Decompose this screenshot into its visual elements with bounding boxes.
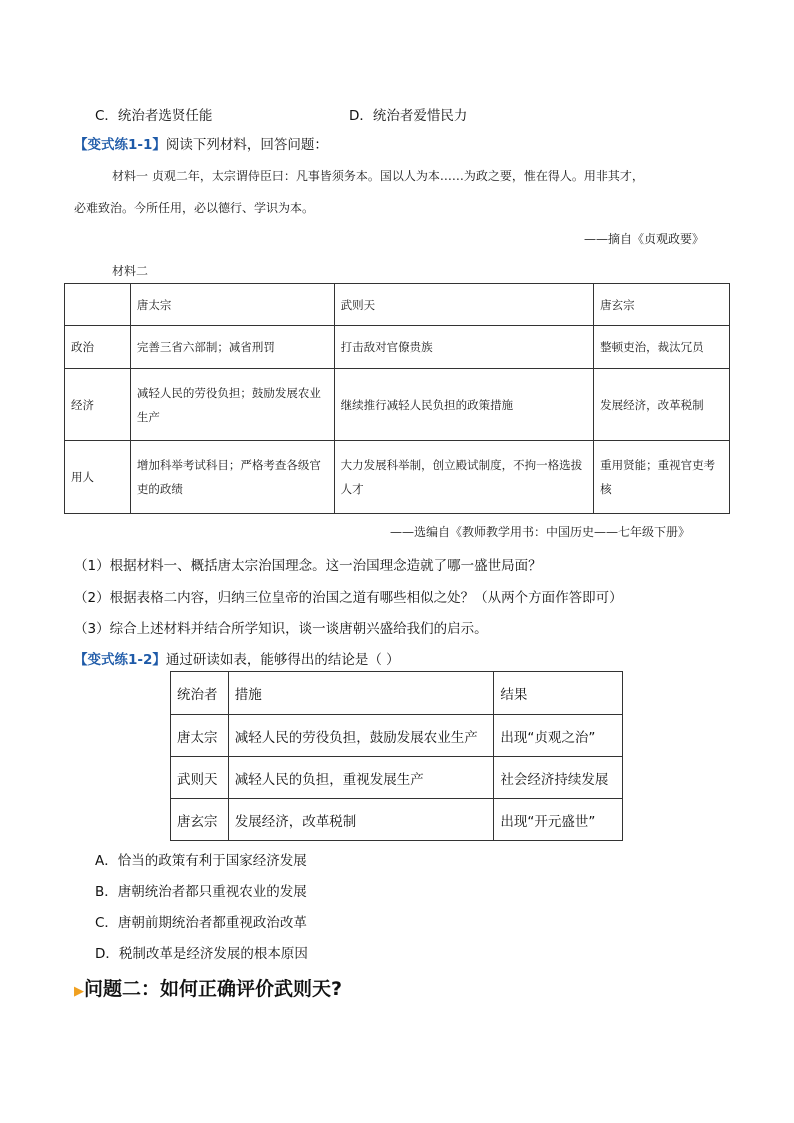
table-cell: 完善三省六部制；减省刑罚 [130,326,334,369]
section-heading [74,974,342,1001]
table-cell: 措施 [228,672,494,715]
table-cell: 统治者 [171,672,229,715]
results-table [170,671,623,841]
table-cell: 社会经济持续发展 [494,757,623,799]
table-cell: 唐太宗 [130,284,334,326]
table-cell: 出现“开元盛世” [494,799,623,841]
table-cell [65,284,131,326]
table-row [171,757,623,799]
exercise-prompt: 通过研读如表，能够得出的结论是（ ） [165,652,400,668]
table-cell: 减轻人民的负担，重视发展生产 [228,757,494,799]
table-cell: 用人 [65,441,131,514]
option-d: D．税制改革是经济发展的根本原因 [95,946,308,962]
table-cell: 发展经济，改革税制 [228,799,494,841]
section-title: 问题二：如何正确评价武则天? [84,978,343,1000]
table-cell: 结果 [494,672,623,715]
table-row [65,441,730,514]
table-row [171,715,623,757]
table-source: ——选编自《教师教学用书：中国历史——七年级下册》 [390,525,691,539]
table-cell: 大力发展科举制，创立殿试制度，不拘一格选拔人才 [334,441,594,514]
table-cell: 增加科举考试科目；严格考查各级官吏的政绩 [130,441,334,514]
table-cell: 出现“贞观之治” [494,715,623,757]
table-row [65,369,730,441]
option-c: C．唐朝前期统治者都重视政治改革 [95,915,307,931]
table-cell: 唐太宗 [171,715,229,757]
table-cell: 继续推行减轻人民负担的政策措施 [334,369,594,441]
table-cell: 武则天 [171,757,229,799]
material1-line1: 材料一 贞观二年，太宗谓侍臣曰：凡事皆须务本。国以人为本……为政之要，惟在得人。用非其才， [112,169,644,183]
question-3: （3）综合上述材料并结合所学知识，谈一谈唐朝兴盛给我们的启示。 [74,621,488,637]
table-row [65,326,730,369]
option-b: B．唐朝统治者都只重视农业的发展 [95,884,307,900]
table-cell: 发展经济，改革税制 [594,369,730,441]
table-cell: 重用贤能；重视官吏考核 [594,441,730,514]
material1-source: ——摘自《贞观政要》 [584,232,705,246]
question-1: （1）根据材料一、概括唐太宗治国理念。这一治国理念造就了哪一盛世局面？ [74,558,542,574]
exercise-1-2-header [74,648,400,668]
table-cell: 武则天 [334,284,594,326]
exercise-1-1-header [74,133,328,153]
table-cell: 打击敌对官僚贵族 [334,326,594,369]
table-row [171,799,623,841]
table-cell: 整顿吏治，裁汰冗员 [594,326,730,369]
exercise-tag: 【变式练1-1】 [74,137,166,153]
material2-table [64,283,730,514]
exercise-tag: 【变式练1-2】 [74,652,166,668]
play-arrow-icon: ▶ [74,984,84,999]
table-cell: 唐玄宗 [594,284,730,326]
table-cell: 经济 [65,369,131,441]
option-d: D．统治者爱惜民力 [349,108,468,124]
table-cell: 唐玄宗 [171,799,229,841]
table-header-row [171,672,623,715]
material2-label: 材料二 [112,264,149,278]
option-a: A．恰当的政策有利于国家经济发展 [95,853,307,869]
table-header-row [65,284,730,326]
table-cell: 减轻人民的劳役负担，鼓励发展农业生产 [228,715,494,757]
option-c: C．统治者选贤任能 [95,108,213,124]
table-cell: 减轻人民的劳役负担；鼓励发展农业生产 [130,369,334,441]
material1-line2: 必难致治。今所任用，必以德行、学识为本。 [74,201,315,215]
question-2: （2）根据表格二内容，归纳三位皇帝的治国之道有哪些相似之处？（从两个方面作答即可） [74,590,623,606]
exercise-prompt: 阅读下列材料，回答问题： [165,137,328,153]
table-cell: 政治 [65,326,131,369]
